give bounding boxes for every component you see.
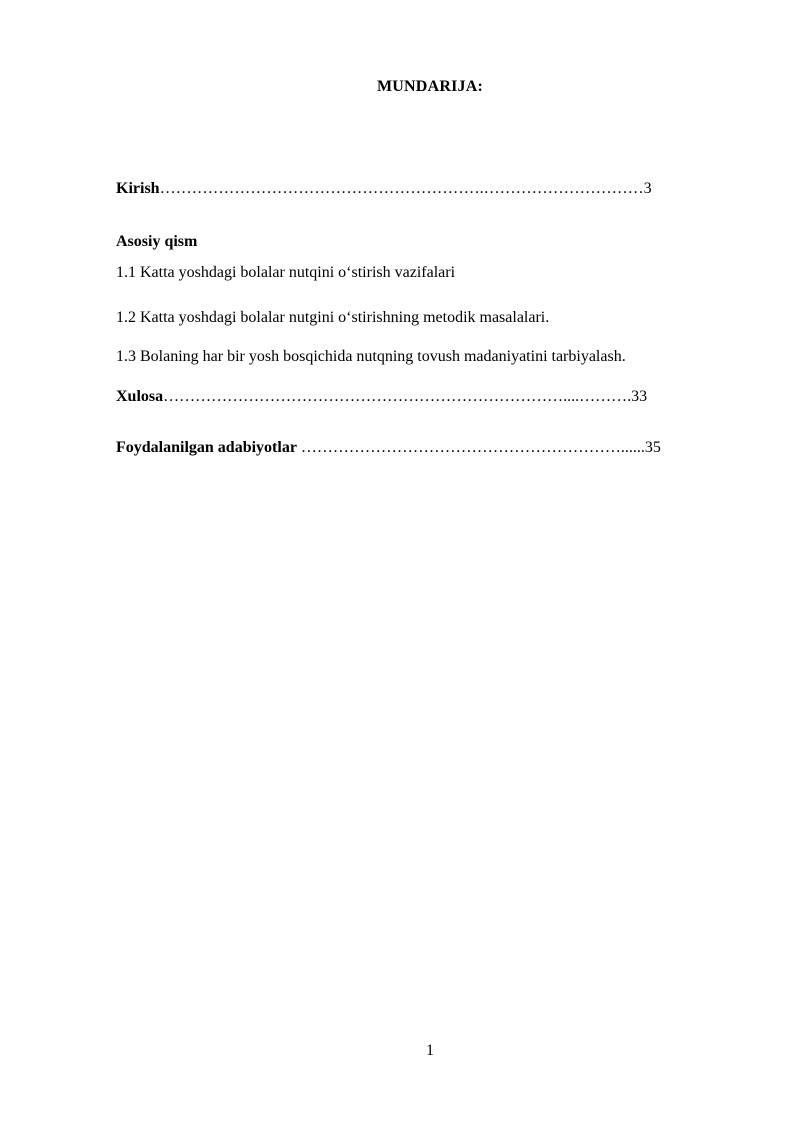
toc-dot-leader: ……………………………………………………......	[296, 439, 645, 456]
page-title: MUNDARIJA:	[377, 78, 483, 95]
page-number: 1	[426, 1042, 434, 1059]
toc-dot-leader: …………………………………………………………………....……….	[163, 388, 632, 405]
toc-page-number: 35	[644, 439, 661, 456]
toc-section-1-3: 1.3 Bolaning har bir yosh bosqichida nutqning tovush madaniyatini tarbiyalash.	[116, 348, 626, 365]
toc-entry-kirish	[116, 180, 652, 198]
toc-section-1-1: 1.1 Katta yoshdagi bolalar nutqini o‘stirish vazifalari	[116, 264, 456, 281]
toc-entry-label: Xulosa	[116, 388, 164, 405]
toc-entry-foydalanilgan-adabiyotlar	[116, 439, 661, 457]
toc-entry-xulosa	[116, 388, 647, 406]
toc-entry-label: Foydalanilgan adabiyotlar	[116, 439, 297, 456]
toc-heading-asosiy-qism: Asosiy qism	[116, 233, 198, 250]
toc-section-1-2: 1.2 Katta yoshdagi bolalar nutgini o‘stirishning metodik masalalari.	[116, 309, 550, 326]
toc-page-number: 3	[643, 180, 652, 197]
toc-page-number: 33	[631, 388, 648, 405]
toc-dot-leader: …………………………………………………….…………………………	[159, 180, 644, 197]
toc-entry-label: Kirish	[116, 180, 160, 197]
